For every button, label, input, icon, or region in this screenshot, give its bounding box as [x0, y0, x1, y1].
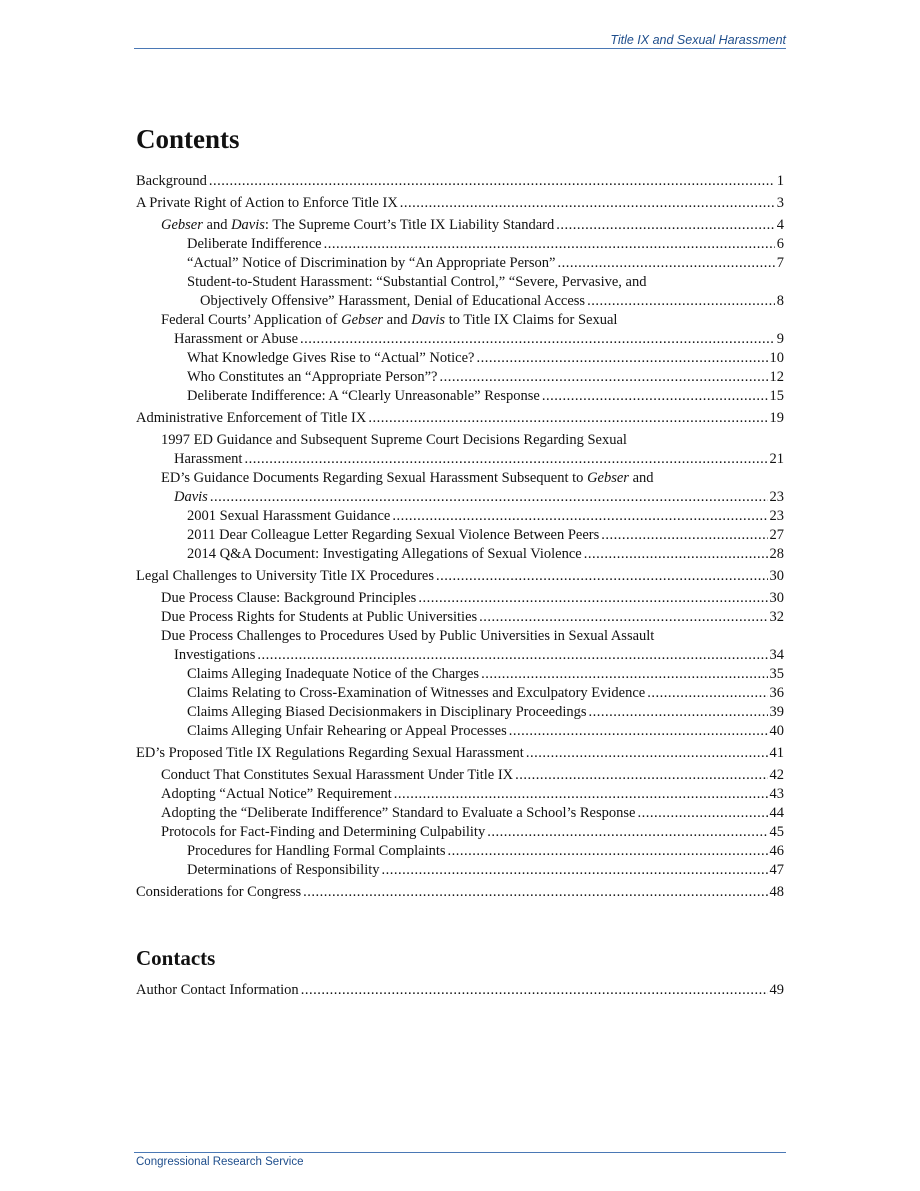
leader-dots: [244, 450, 767, 469]
toc-entry-unfair-rehearing[interactable]: [136, 722, 784, 741]
toc-page-number: 47: [769, 862, 784, 878]
leader-dots: [487, 823, 767, 842]
toc-entry-legal-challenges[interactable]: [136, 567, 784, 586]
toc-entry-title: 2014 Q&A Document: Investigating Allegations of Sexual Violence: [187, 546, 582, 562]
toc-entry-2001-guidance[interactable]: [136, 507, 784, 526]
leader-dots: [324, 235, 775, 254]
toc-page-number: 36: [769, 685, 784, 701]
toc-entry-due-process-rights[interactable]: [136, 608, 784, 627]
toc-entry-title: 2001 Sexual Harassment Guidance: [187, 508, 391, 524]
contents-heading: Contents: [136, 124, 240, 154]
toc-entry-title: Administrative Enforcement of Title IX: [136, 410, 367, 426]
leader-dots: [303, 883, 767, 902]
leader-dots: [448, 842, 768, 861]
leader-dots: [400, 194, 775, 213]
title-text: Federal Courts’ Application of: [161, 312, 342, 328]
leader-dots: [542, 387, 768, 406]
toc-entry-title: Harassment: [174, 451, 243, 467]
toc-entry-author-contact[interactable]: [136, 981, 784, 1000]
toc-entry-knowledge-notice[interactable]: [136, 349, 784, 368]
toc-entry-title: Claims Alleging Inadequate Notice of the Charges: [187, 666, 480, 682]
leader-dots: [418, 589, 767, 608]
toc-page-number: 15: [769, 388, 784, 404]
toc-page-number: 10: [769, 350, 784, 366]
toc-page-number: 43: [769, 786, 784, 802]
title-text: and: [383, 312, 412, 328]
toc-entry-formal-complaints[interactable]: [136, 842, 784, 861]
toc-page-number: 21: [769, 451, 784, 467]
toc-entry-title: Harassment or Abuse: [174, 331, 299, 347]
toc-entry-2011-letter[interactable]: [136, 526, 784, 545]
leader-dots: [647, 684, 767, 703]
toc-page-number: 35: [769, 666, 784, 682]
toc-entry-title: A Private Right of Action to Enforce Title IX: [136, 195, 398, 211]
toc-entry-biased-decisionmakers[interactable]: [136, 703, 784, 722]
toc-entry-title: Deliberate Indifference: [187, 236, 322, 252]
toc-entry-title: “Actual” Notice of Discrimination by “An Appropriate Person”: [187, 255, 556, 271]
toc-entry-title: Who Constitutes an “Appropriate Person”?: [187, 369, 438, 385]
toc-page-number: 44: [769, 805, 784, 821]
toc-entry-title: Conduct That Constitutes Sexual Harassment Under Title IX: [161, 767, 514, 783]
toc-entry-title: Procedures for Handling Formal Complaints: [187, 843, 446, 859]
toc-entry-title: Adopting “Actual Notice” Requirement: [161, 786, 392, 802]
toc-entry-title: What Knowledge Gives Rise to “Actual” Notice?: [187, 350, 475, 366]
toc-entry-title: Investigations: [174, 647, 256, 663]
toc-entry-title-line1: 1997 ED Guidance and Subsequent Supreme Court Decisions Regarding Sexual: [161, 432, 627, 448]
toc-entry-appropriate-person[interactable]: [136, 368, 784, 387]
case-name: Gebser: [587, 470, 629, 486]
toc-page-number: 28: [769, 546, 784, 562]
toc-entry-title: Protocols for Fact-Finding and Determining Culpability: [161, 824, 486, 840]
leader-dots: [300, 330, 775, 349]
toc-entry-title: Determinations of Responsibility: [187, 862, 380, 878]
toc-entry-title: Adopting the “Deliberate Indifference” Standard to Evaluate a School’s Response: [161, 805, 636, 821]
toc-page-number: 30: [769, 568, 784, 584]
toc-page-number: 49: [769, 982, 784, 998]
toc-entry-title: Objectively Offensive” Harassment, Denial of Educational Access: [200, 293, 586, 309]
leader-dots: [589, 703, 768, 722]
toc-entry-title: Due Process Clause: Background Principles: [161, 590, 417, 606]
toc-page-number: 30: [769, 590, 784, 606]
toc-page-number: 42: [769, 767, 784, 783]
toc-entry-title-line1: Student-to-Student Harassment: “Substantial Control,” “Severe, Pervasive, and: [187, 274, 647, 290]
leader-dots: [301, 981, 768, 1000]
footer-rule: [134, 1152, 786, 1153]
running-footer: Congressional Research Service: [136, 1156, 304, 1168]
toc-entry-title: Claims Relating to Cross-Examination of Witnesses and Exculpatory Evidence: [187, 685, 646, 701]
toc-page-number: 19: [769, 410, 784, 426]
leader-dots: [587, 292, 775, 311]
toc-page-number: 1: [776, 173, 784, 189]
toc-page-number: 48: [769, 884, 784, 900]
title-text: to Title IX Claims for Sexual: [445, 312, 618, 328]
contacts-heading: Contacts: [136, 946, 216, 970]
toc-entry-title: Author Contact Information: [136, 982, 299, 998]
leader-dots: [584, 545, 768, 564]
case-name: Davis: [411, 312, 446, 328]
leader-dots: [557, 254, 774, 273]
leader-dots: [210, 488, 768, 507]
table-of-contents: [136, 172, 784, 902]
leader-dots: [509, 722, 768, 741]
toc-entry-title: ED’s Proposed Title IX Regulations Regarding Sexual Harassment: [136, 745, 524, 761]
leader-dots: [479, 608, 767, 627]
toc-entry-title-line1: [161, 311, 784, 330]
toc-entry-ed-guidance-documents[interactable]: [136, 469, 784, 507]
toc-entry-2014-qa[interactable]: [136, 545, 784, 564]
toc-entry-title-line1: [161, 469, 784, 488]
toc-page-number: 8: [776, 293, 784, 309]
leader-dots: [601, 526, 767, 545]
toc-page-number: 45: [769, 824, 784, 840]
leader-dots: [392, 507, 767, 526]
toc-page-number: 7: [776, 255, 784, 271]
toc-entry-background[interactable]: [136, 172, 784, 191]
toc-entry-actual-notice[interactable]: [136, 254, 784, 273]
toc-entry-title: Claims Alleging Unfair Rehearing or Appeal Processes: [187, 723, 507, 739]
toc-entry-student-harassment[interactable]: [136, 273, 784, 311]
toc-entry-administrative-enforcement[interactable]: [136, 409, 784, 428]
toc-entry-considerations[interactable]: [136, 883, 784, 902]
toc-entry-federal-courts[interactable]: [136, 311, 784, 349]
toc-page-number: 40: [769, 723, 784, 739]
leader-dots: [436, 567, 767, 586]
toc-entry-title: 2011 Dear Colleague Letter Regarding Sexual Violence Between Peers: [187, 527, 600, 543]
toc-entry-due-process-clause[interactable]: [136, 589, 784, 608]
toc-entry-deliberate-indifference-standard[interactable]: [136, 804, 784, 823]
case-name: Gebser: [341, 312, 384, 328]
toc-entry-clearly-unreasonable[interactable]: [136, 387, 784, 406]
leader-dots: [439, 368, 767, 387]
toc-page-number: 23: [769, 508, 784, 524]
leader-dots: [382, 861, 768, 880]
toc-page-number: 9: [776, 331, 784, 347]
toc-entry-title: Considerations for Congress: [136, 884, 302, 900]
toc-entry-title: Claims Alleging Biased Decisionmakers in Disciplinary Proceedings: [187, 704, 587, 720]
toc-entry-determinations[interactable]: [136, 861, 784, 880]
leader-dots: [556, 216, 775, 235]
toc-entry-title: Background: [136, 173, 207, 189]
toc-entry-inadequate-notice[interactable]: [136, 665, 784, 684]
title-text: : The Supreme Court’s Title IX Liability Standard: [264, 217, 555, 233]
leader-dots: [477, 349, 768, 368]
toc-page-number: 39: [769, 704, 784, 720]
toc-entry-protocols[interactable]: [136, 823, 784, 842]
toc-entry-gebser-davis[interactable]: [136, 216, 784, 235]
toc-entry-cross-examination[interactable]: [136, 684, 784, 703]
leader-dots: [481, 665, 767, 684]
toc-entry-title: Legal Challenges to University Title IX Procedures: [136, 568, 435, 584]
header-rule: [134, 48, 786, 49]
toc-page-number: 34: [769, 647, 784, 663]
toc-entry-due-process-challenges[interactable]: [136, 627, 784, 665]
toc-page-number: 6: [776, 236, 784, 252]
toc-page-number: 32: [769, 609, 784, 625]
leader-dots: [368, 409, 767, 428]
toc-entry-private-right[interactable]: [136, 194, 784, 213]
leader-dots: [394, 785, 768, 804]
leader-dots: [209, 172, 775, 191]
toc-page-number: 12: [769, 369, 784, 385]
title-text: and: [202, 217, 232, 233]
title-text: and: [628, 470, 654, 486]
case-name: Davis: [231, 217, 265, 233]
toc-page-number: 23: [769, 489, 784, 505]
running-header: Title IX and Sexual Harassment: [610, 33, 786, 47]
contacts-list: [136, 981, 784, 1000]
toc-entry-actual-notice-requirement[interactable]: [136, 785, 784, 804]
toc-entry-proposed-regulations[interactable]: [136, 744, 784, 763]
toc-entry-conduct[interactable]: [136, 766, 784, 785]
toc-entry-title: [161, 216, 554, 235]
toc-page-number: 41: [769, 745, 784, 761]
toc-entry-title-line1: Due Process Challenges to Procedures Used by Public Universities in Sexual Assault: [161, 628, 655, 644]
case-name: Gebser: [161, 217, 203, 233]
leader-dots: [637, 804, 767, 823]
leader-dots: [526, 744, 768, 763]
leader-dots: [257, 646, 767, 665]
toc-entry-deliberate-indifference[interactable]: [136, 235, 784, 254]
toc-page-number: 3: [776, 195, 784, 211]
toc-entry-title: Davis: [174, 489, 208, 505]
toc-entry-title: Due Process Rights for Students at Public Universities: [161, 609, 478, 625]
toc-entry-1997-guidance[interactable]: [136, 431, 784, 469]
leader-dots: [515, 766, 767, 785]
title-text: ED’s Guidance Documents Regarding Sexual Harassment Subsequent to: [161, 470, 588, 486]
toc-page-number: 46: [769, 843, 784, 859]
toc-entry-title: Deliberate Indifference: A “Clearly Unreasonable” Response: [187, 388, 540, 404]
toc-page-number: 27: [769, 527, 784, 543]
toc-page-number: 4: [776, 217, 784, 233]
